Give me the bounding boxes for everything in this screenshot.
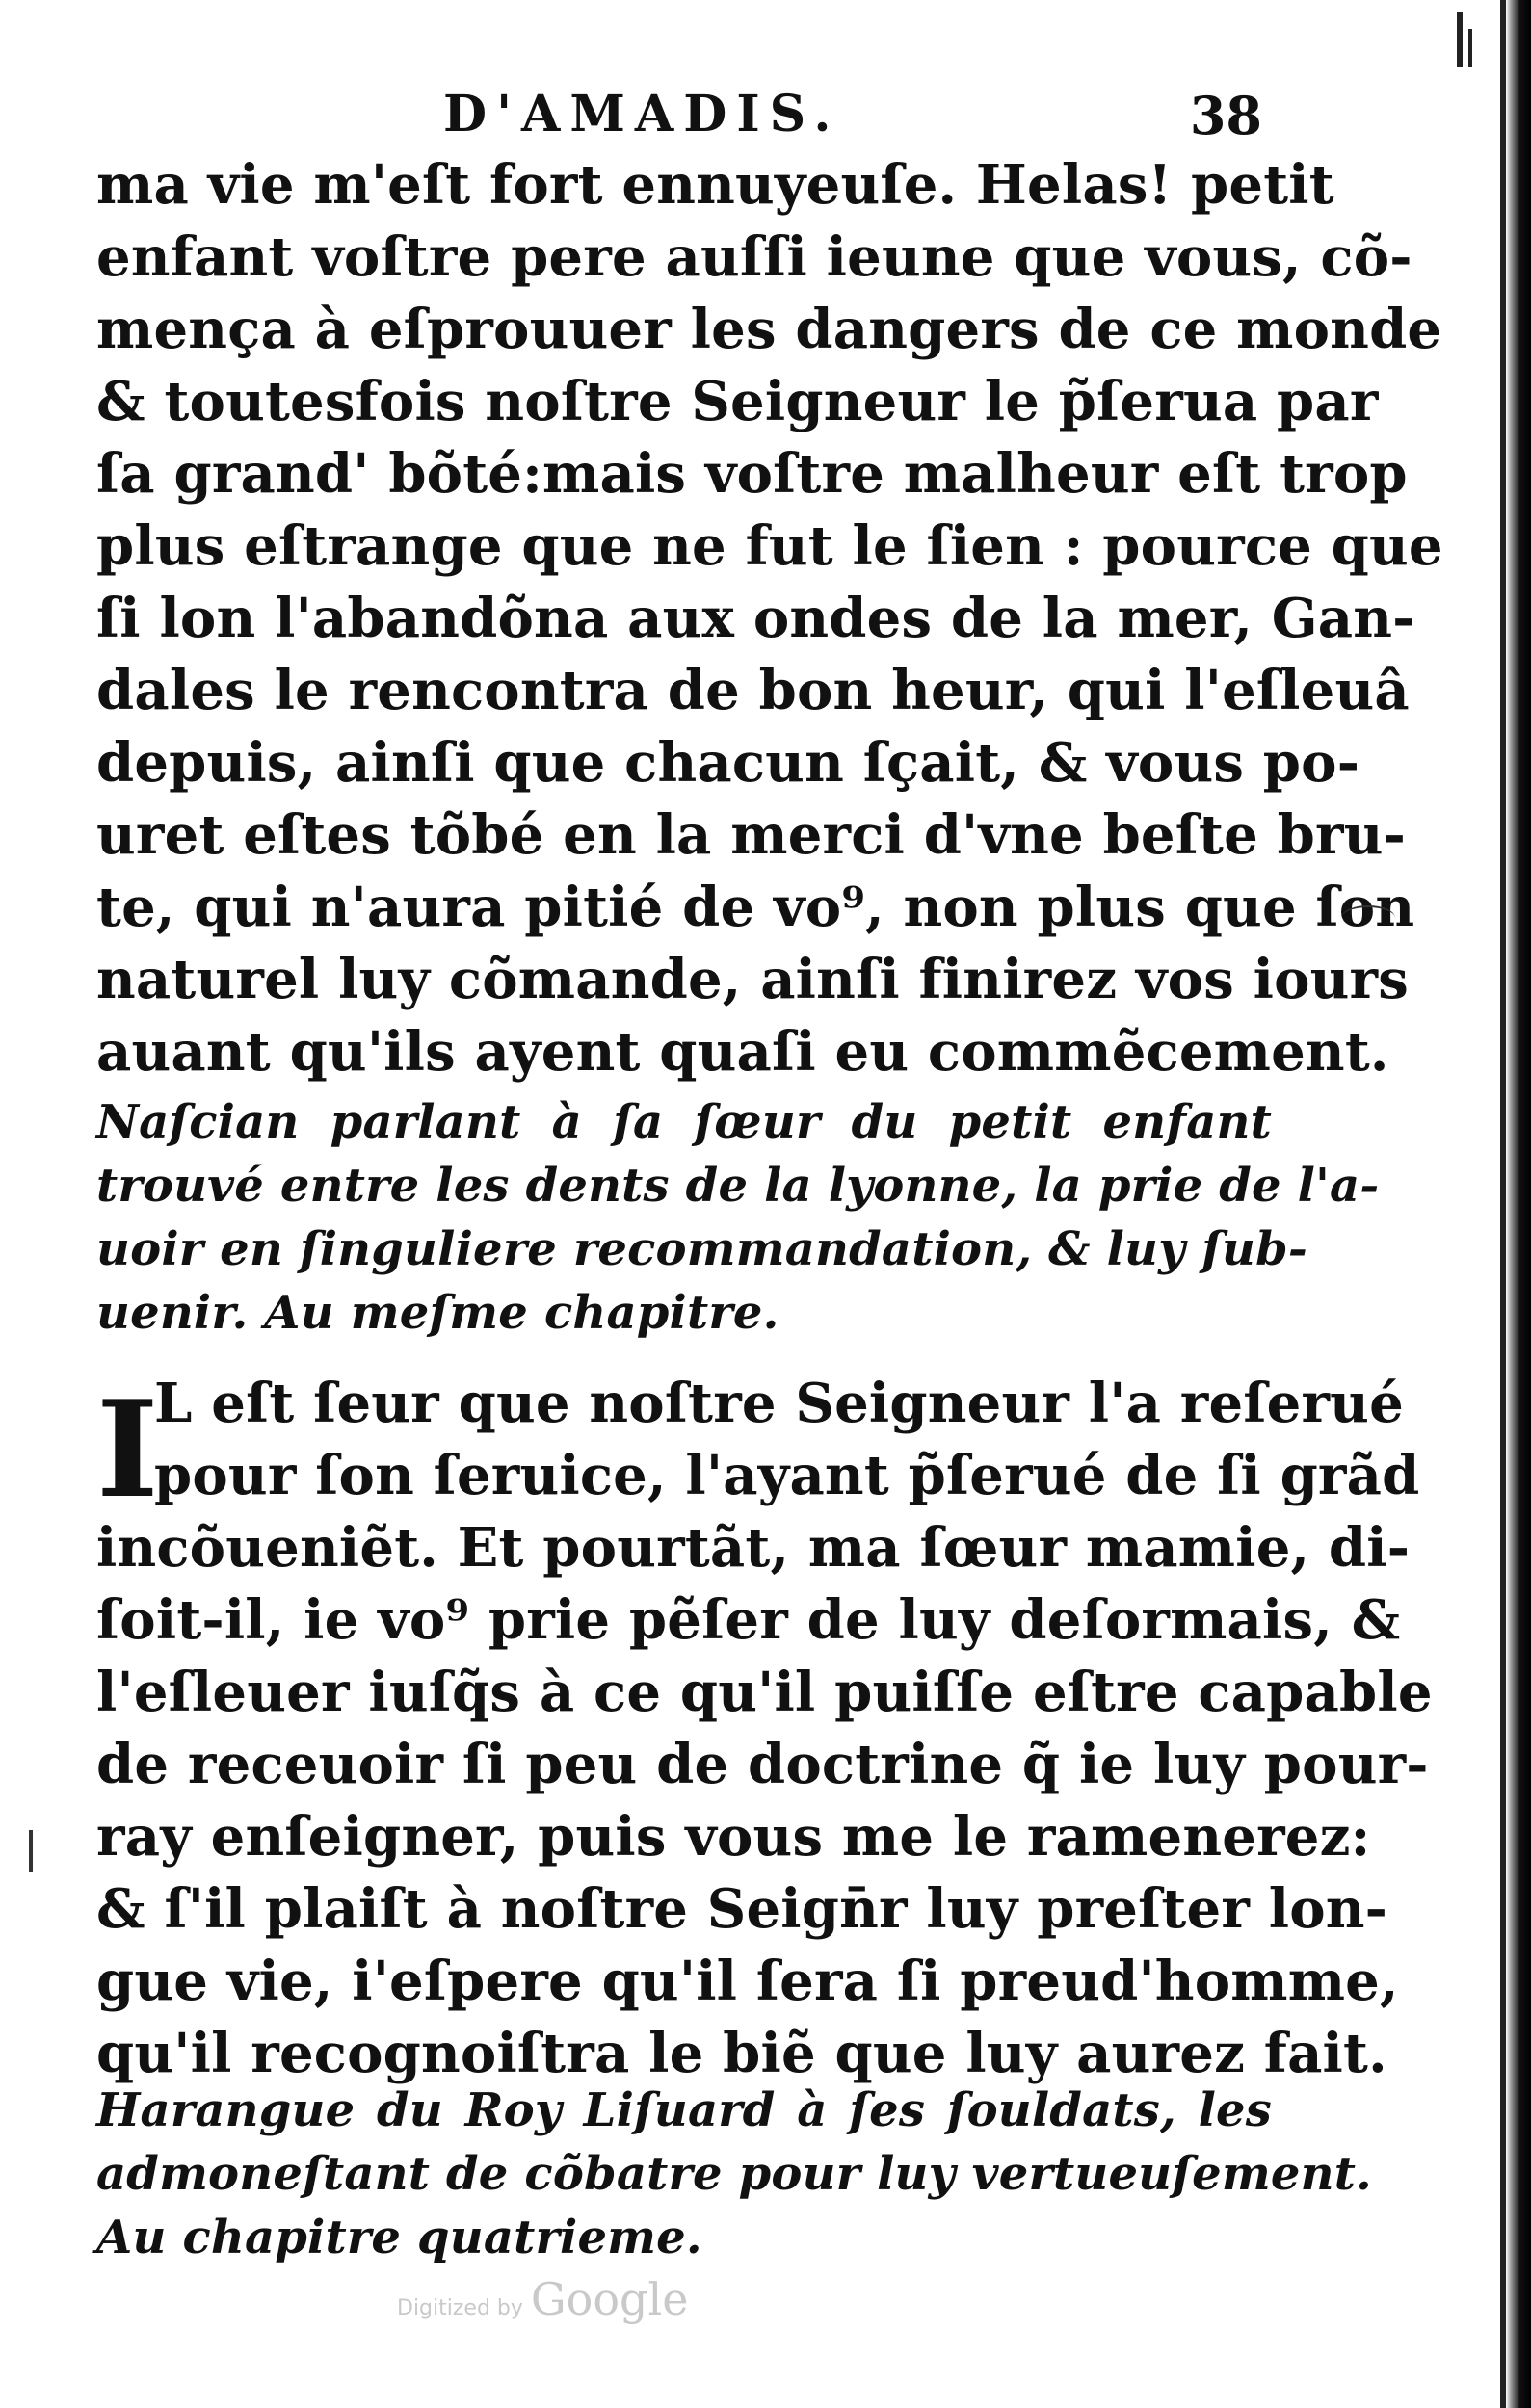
text-line: ſa grand' bõté:mais voſtre malheur eſt trop bbox=[96, 442, 1408, 506]
text-line: ſoit-il, ie vo⁹ prie pẽſer de luy deſormais, & bbox=[96, 1588, 1401, 1652]
page-edge-binding bbox=[1506, 0, 1531, 2408]
text-line: dales le rencontra de bon heur, qui l'eſleuâ bbox=[96, 659, 1410, 722]
text-line: & toutesfois noſtre Seigneur le p̃ſerua par bbox=[96, 370, 1379, 433]
text-line: naturel luy cõmande, ainſi finirez vos iours bbox=[96, 948, 1409, 1011]
text-line: te, qui n'aura pitié de vo⁹, non plus que ſon bbox=[96, 876, 1415, 939]
text-line: mença à eſprouuer les dangers de ce monde bbox=[96, 298, 1442, 361]
text-line: Au chapitre quatrieme. bbox=[96, 2211, 702, 2264]
digitized-watermark bbox=[397, 2273, 688, 2331]
text-line: ſi lon l'abandõna aux ondes de la mer, Gan- bbox=[96, 587, 1415, 650]
rubric-nascian bbox=[96, 1090, 1380, 1345]
text-line: ma vie m'eſt fort ennuyeuſe. Helas! petit bbox=[96, 153, 1334, 217]
text-line: incõueniẽt. Et pourtãt, ma ſœur mamie, di- bbox=[96, 1516, 1411, 1580]
page-number: 38 bbox=[1189, 85, 1262, 146]
text-line: Naſcian parlant à ſa ſœur du petit enfant bbox=[96, 1095, 1272, 1149]
page-header bbox=[96, 85, 1272, 152]
text-line: uenir. Au meſme chapitre. bbox=[96, 1286, 779, 1340]
text-line: qu'il recognoiſtra le biẽ que luy aurez fait. bbox=[96, 2022, 1387, 2085]
paragraph-1 bbox=[96, 149, 1443, 1088]
text-line: plus eſtrange que ne fut le ſien : pource que bbox=[96, 514, 1443, 578]
watermark-prefix: Digitized by bbox=[397, 2296, 523, 2320]
rubric-harangue bbox=[96, 2079, 1372, 2269]
paragraph-2-cap-lines bbox=[154, 1368, 1420, 1512]
text-line: depuis, ainſi que chacun ſçait, & vous po- bbox=[96, 731, 1360, 795]
paragraph-2 bbox=[96, 1512, 1433, 2090]
text-line: Harangue du Roy Liſuard à ſes ſouldats, les bbox=[96, 2083, 1272, 2137]
text-line: uret eſtes tõbé en la merci d'vne beſte bru- bbox=[96, 803, 1407, 867]
text-line: L eſt ſeur que noſtre Seigneur l'a reſerué bbox=[154, 1372, 1404, 1435]
text-line: pour ſon ſeruice, l'ayant p̃ſerué de ſi grãd bbox=[154, 1444, 1420, 1507]
text-line: uoir en ſinguliere recommandation, & luy ſub- bbox=[96, 1222, 1307, 1276]
margin-stroke bbox=[29, 1830, 33, 1872]
text-line: ray enſeigner, puis vous me le ramenerez: bbox=[96, 1805, 1371, 1869]
running-head: D'AMADIS. bbox=[443, 85, 841, 144]
text-line: trouvé entre les dents de la lyonne, la prie de l'a- bbox=[96, 1159, 1380, 1213]
text-line: l'eſleuer iuſq̃s à ce qu'il puiſſe eſtre capable bbox=[96, 1661, 1433, 1724]
text-line: gue vie, i'eſpere qu'il ſera ſi preud'homme, bbox=[96, 1950, 1399, 2013]
edge-speck bbox=[1457, 12, 1463, 67]
edge-speck bbox=[1468, 29, 1472, 67]
drop-cap: I bbox=[96, 1371, 159, 1528]
margin-stroke bbox=[1341, 905, 1395, 930]
text-line: admoneſtant de cõbatre pour luy vertueuſement. bbox=[96, 2147, 1372, 2201]
text-line: & ſ'il plaiſt à noſtre Seign̄r luy preſter lon- bbox=[96, 1877, 1388, 1941]
text-line: enfant voſtre pere auſſi ieune que vous, cõ- bbox=[96, 225, 1412, 289]
google-logo: Google bbox=[530, 2273, 689, 2325]
text-line: auant qu'ils ayent quaſi eu commẽcement. bbox=[96, 1020, 1389, 1084]
text-line: de receuoir ſi peu de doctrine q̃ ie luy pour- bbox=[96, 1733, 1429, 1796]
